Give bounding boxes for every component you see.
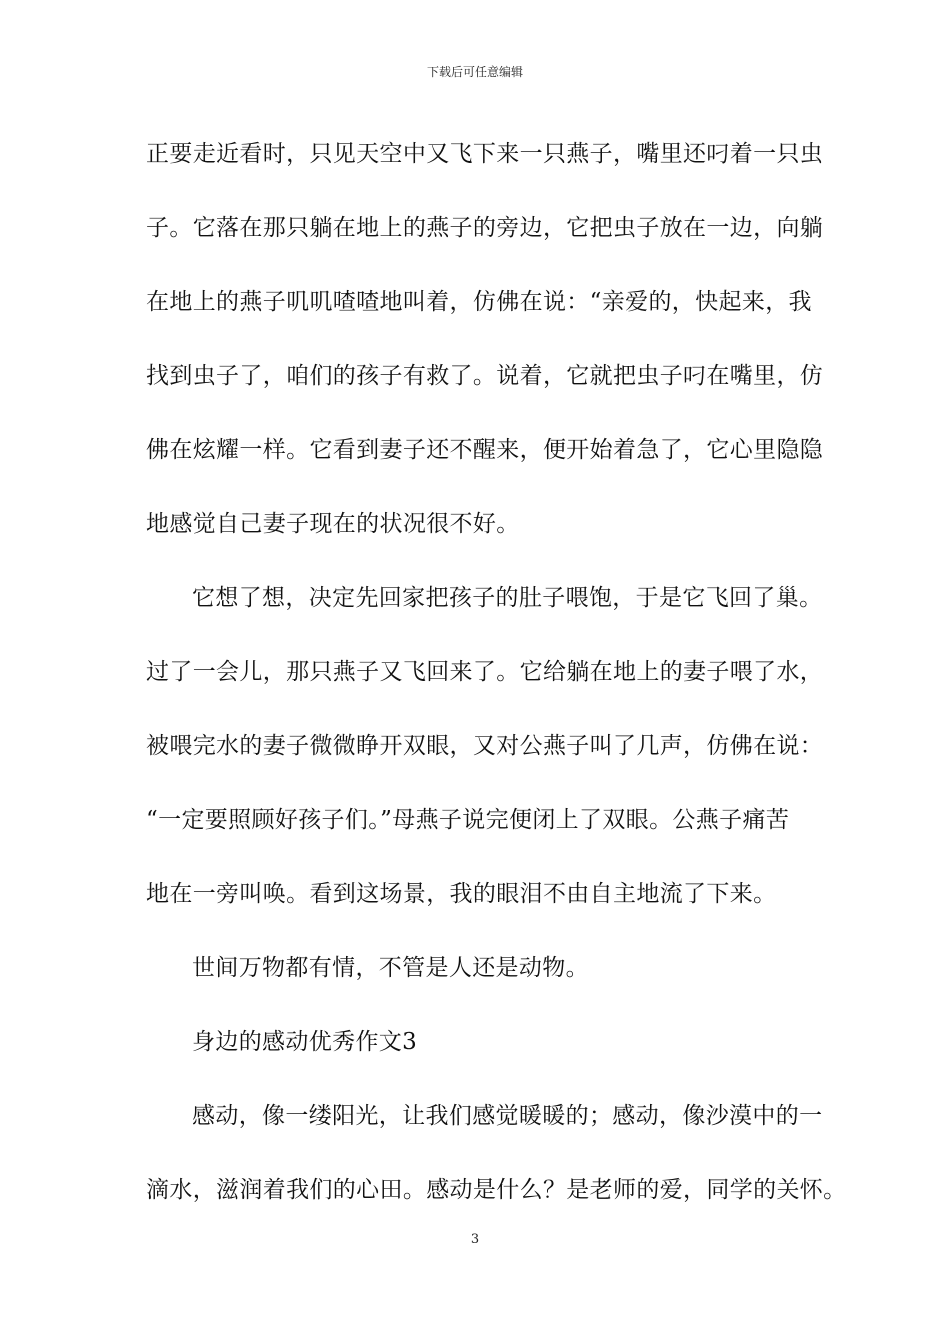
paragraph-first-line: 感动，像一缕阳光，让我们感觉暖暖的；感动，像沙漠中的一 <box>192 1103 823 1129</box>
page-header: 下载后可任意编辑 <box>426 65 523 79</box>
page-number: 3 <box>470 1232 480 1247</box>
text-line: 找到虫子了，咱们的孩子有救了。说着，它就把虫子叼在嘴里，仿 <box>146 363 824 389</box>
text-line: 佛在炫耀一样。它看到妻子还不醒来，便开始着急了，它心里隐隐 <box>146 437 824 463</box>
text-line: “一定要照顾好孩子们。”母燕子说完便闭上了双眼。公燕子痛苦 <box>146 807 790 833</box>
text-line: 在地上的燕子叽叽喳喳地叫着，仿佛在说：“亲爱的，快起来，我 <box>146 289 812 315</box>
paragraph-first-line: 它想了想，决定先回家把孩子的肚子喂饱，于是它飞回了巢。 <box>192 585 823 611</box>
text-line: 地在一旁叫唤。看到这场景，我的眼泪不由自主地流了下来。 <box>146 881 777 907</box>
text-line: 子。它落在那只躺在地上的燕子的旁边，它把虫子放在一边，向躺 <box>146 215 824 241</box>
text-line: 正要走近看时，只见天空中又飞下来一只燕子，嘴里还叼着一只虫 <box>146 141 824 167</box>
document-body <box>146 131 847 1241</box>
text-line: 过了一会儿，那只燕子又飞回来了。它给躺在地上的妻子喂了水， <box>146 659 824 685</box>
text-line: 被喂完水的妻子微微睁开双眼，又对公燕子叫了几声，仿佛在说： <box>146 733 824 759</box>
text-line: 滴水，滋润着我们的心田。感动是什么？是老师的爱，同学的关怀。 <box>146 1177 847 1203</box>
text-line: 地感觉自己妻子现在的状况很不好。 <box>146 511 520 537</box>
section-heading: 身边的感动优秀作文3 <box>192 1029 418 1055</box>
paragraph-first-line: 世间万物都有情，不管是人还是动物。 <box>192 955 589 981</box>
